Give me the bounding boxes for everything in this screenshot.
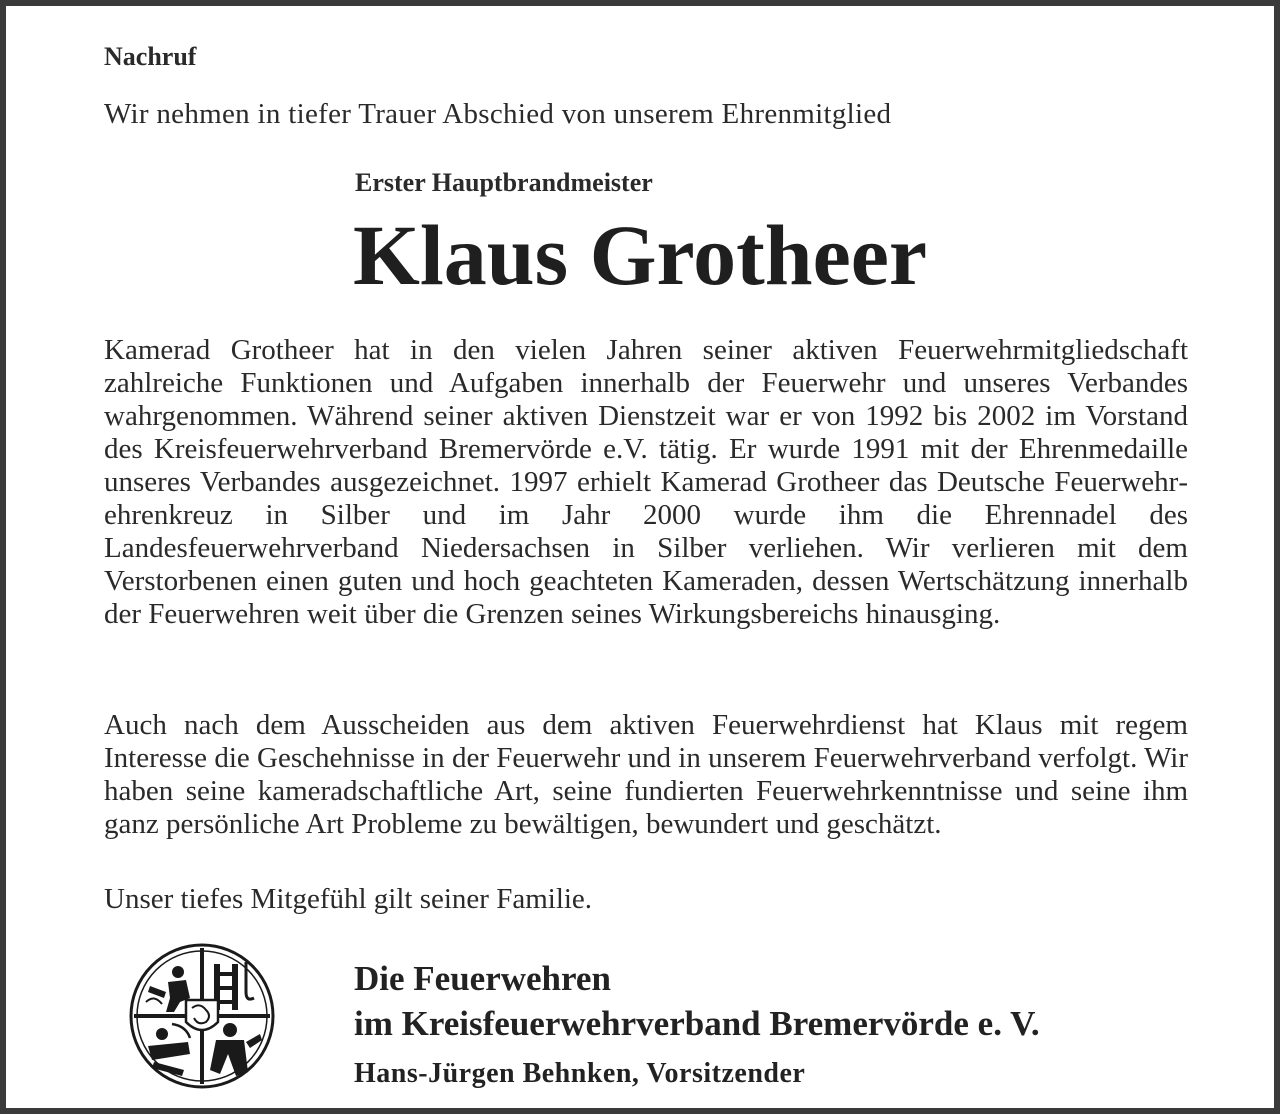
- organisation-line-1: Die Feuerwehren: [354, 959, 611, 998]
- fire-brigade-seal-icon: [128, 942, 276, 1090]
- signer-name: Hans-Jürgen Behnken, Vorsitzender: [354, 1058, 806, 1089]
- intro-line: Wir nehmen in tiefer Trauer Abschied von unserem Ehrenmitglied: [104, 98, 892, 130]
- body-paragraph-3: Unser tiefes Mitgefühl gilt seiner Familie.: [104, 883, 593, 915]
- organisation-line-2: im Kreisfeuerwehrverband Bremervörde e. V.: [354, 1004, 1040, 1043]
- deceased-name: Klaus Grotheer: [353, 207, 928, 303]
- rank-title: Erster Hauptbrandmeister: [355, 168, 653, 197]
- body-paragraph-2: Auch nach dem Ausscheiden aus dem aktiven Feuerwehrdienst hat Klaus mit regem Interesse die Geschehnisse in der Feuerwehr und in unserem Feuerwehrverband verfolgt. Wir haben seine kameradschaftliche Art, seine fundierten Feuerwehrkenntnisse und seine ihm ganz persönliche Art Probleme zu bewältigen, bewundert und geschätzt.: [104, 709, 1188, 840]
- body-paragraph-1: Kamerad Grotheer hat in den vielen Jahren seiner aktiven Feuerwehrmitgliedschaft zahlreiche Funktionen und Aufgaben innerhalb der Feuerwehr und unseres Verbandes wahrgenommen. Während seiner aktiven Dienstzeit war er von 1992 bis 2002 im Vorstand des Kreisfeuerwehrverband Bremervörde e.V. tätig. Er wurde 1991 mit der Ehrenmedaille unseres Verbandes ausgezeichnet. 1997 erhielt Kamerad Grotheer das Deutsche Feuerwehrehrenkreuz in Silber und im Jahr 2000 wurde ihm die Ehrennadel des Landesfeuerwehrverband Niedersachsen in Silber verliehen. Wir verlieren mit dem Verstorbenen einen guten und hoch geachteten Kameraden, dessen Wertschätzung innerhalb der Feuerwehren weit über die Grenzen seines Wirkungsbereichs hinausging.: [104, 334, 1188, 630]
- notice-label: Nachruf: [104, 42, 197, 71]
